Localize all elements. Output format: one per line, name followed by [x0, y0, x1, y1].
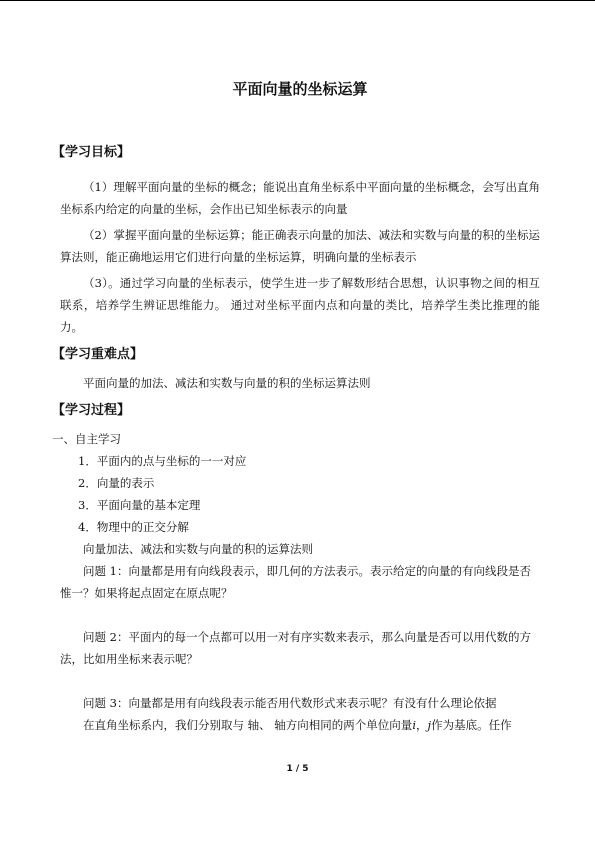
page-top-rule [0, 0, 595, 1]
list-item: 3．平面向量的基本定理 [78, 498, 201, 512]
section-heading-process: 【学习过程】 [52, 403, 131, 418]
list-item: 2．向量的表示 [78, 476, 155, 490]
list-item: 1．平面内的点与坐标的一一对应 [78, 454, 247, 468]
document-page [52, 78, 540, 736]
question-1: 问题 1：向量都是用有向线段表示，即几何的方法表示。表示给定的向量的有向线段是否惟一？如果将起点固定在原点呢？ [60, 564, 531, 600]
key-points-text: 平面向量的加法、减法和实数与向量的积的坐标运算法则 [83, 376, 371, 390]
basis-paragraph [60, 714, 540, 736]
goal-3: （3）。通过学习向量的坐标表示，使学生进一步了解数形结合思想，认识事物之间的相互联系，培养学生辨证思维能力。 通过对坐标平面内点和向量的类比，培养学生类比推理的能力。 [60, 276, 540, 334]
goal-1: （1）理解平面向量的坐标的概念；能说出直角坐标系中平面向量的坐标概念，会写出直角坐标系内给定的向量的坐标，会作出已知坐标表示的向量 [60, 180, 540, 216]
operations-summary: 向量加法、减法和实数与向量的积的运算法则 [83, 542, 313, 556]
unit-vector-j: j [427, 718, 432, 732]
basis-text-b: 作为基底。任作 [431, 718, 512, 732]
goal-2: （2）掌握平面向量的坐标运算；能正确表示向量的加法、减法和实数与向量的积的坐标运算法则，能正确地运用它们进行向量的坐标运算，明确向量的坐标表示 [60, 228, 540, 264]
list-item: 4．物理中的正交分解 [78, 520, 189, 534]
basis-text-a: 在直角坐标系内，我们分别取与 轴、 轴方向相同的两个单位向量 [83, 718, 413, 732]
page-title: 平面向量的坐标运算 [232, 80, 368, 98]
question-2: 问题 2：平面内的每一个点都可以用一对有序实数来表示，那么向量是否可以用代数的方法，比如用坐标来表示呢？ [60, 630, 531, 666]
page-number: 1 / 5 [286, 764, 309, 774]
question-3: 问题 3：向量都是用有向线段表示能否用代数形式来表示呢？有没有什么理论依据 [83, 696, 497, 710]
process-part-1: 一、自主学习 [52, 432, 121, 446]
section-heading-key-points: 【学习重难点】 [52, 347, 144, 362]
section-heading-goals: 【学习目标】 [52, 145, 131, 160]
separator: ， [416, 718, 428, 732]
unit-vector-i: i [412, 718, 416, 732]
